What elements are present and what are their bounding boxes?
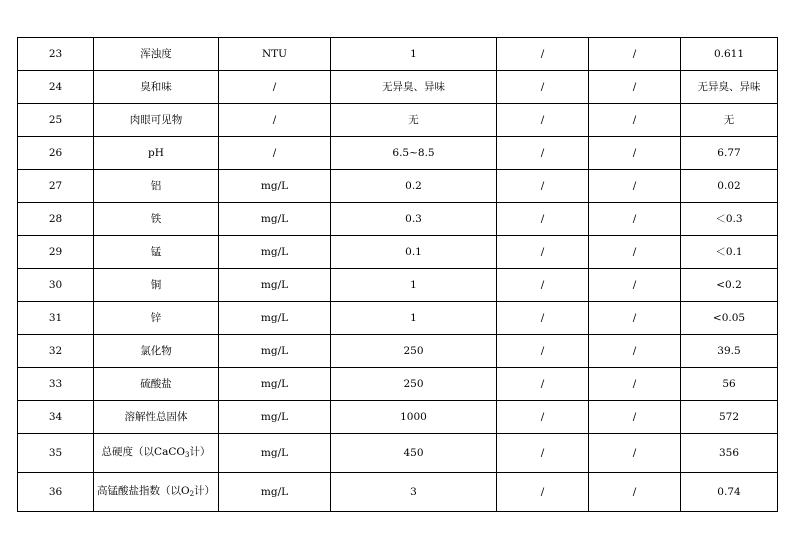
column-5-cell: / [497,269,589,302]
item-name: 氯化物 [94,335,219,368]
table-row [18,104,778,137]
result-cell: 无异臭、异味 [681,71,778,104]
unit-cell: mg/L [219,203,331,236]
row-number: 27 [18,170,94,203]
column-5-cell: / [497,368,589,401]
item-name: 肉眼可见物 [94,104,219,137]
item-name [94,473,219,512]
row-number: 23 [18,38,94,71]
result-cell: <0.2 [681,269,778,302]
table-row [18,137,778,170]
column-5-cell: / [497,335,589,368]
row-number: 34 [18,401,94,434]
row-number: 29 [18,236,94,269]
table-row [18,434,778,473]
item-name-text-end: 计） [189,445,211,458]
row-number: 32 [18,335,94,368]
column-5-cell: / [497,302,589,335]
limit-cell: 1 [331,38,497,71]
item-name: pH [94,137,219,170]
column-6-cell: / [589,203,681,236]
column-5-cell: / [497,38,589,71]
item-name: 浑浊度 [94,38,219,71]
result-cell: 56 [681,368,778,401]
item-name-text-end: 计） [194,484,216,497]
unit-cell: NTU [219,38,331,71]
column-5-cell: / [497,434,589,473]
row-number: 26 [18,137,94,170]
unit-cell: mg/L [219,434,331,473]
unit-cell: / [219,104,331,137]
item-name: 臭和味 [94,71,219,104]
unit-cell: mg/L [219,236,331,269]
limit-cell: 1 [331,302,497,335]
item-name [94,434,219,473]
unit-cell: mg/L [219,368,331,401]
limit-cell: 1 [331,269,497,302]
row-number: 31 [18,302,94,335]
result-cell: <0.05 [681,302,778,335]
table-row [18,71,778,104]
table-row [18,203,778,236]
limit-cell: 250 [331,335,497,368]
column-5-cell: / [497,170,589,203]
item-name: 铝 [94,170,219,203]
column-6-cell: / [589,335,681,368]
column-5-cell: / [497,104,589,137]
column-6-cell: / [589,236,681,269]
unit-cell: mg/L [219,473,331,512]
column-6-cell: / [589,38,681,71]
limit-cell: 250 [331,368,497,401]
row-number: 36 [18,473,94,512]
limit-cell: 6.5~8.5 [331,137,497,170]
unit-cell: / [219,137,331,170]
column-6-cell: / [589,434,681,473]
column-5-cell: / [497,203,589,236]
result-cell: ＜0.3 [681,203,778,236]
table-row [18,335,778,368]
item-name-subscript: 3 [184,450,190,459]
row-number: 28 [18,203,94,236]
unit-cell: / [219,71,331,104]
column-6-cell: / [589,71,681,104]
column-6-cell: / [589,137,681,170]
limit-cell: 无 [331,104,497,137]
table-row [18,368,778,401]
table-row [18,170,778,203]
column-5-cell: / [497,236,589,269]
table-row [18,236,778,269]
table-row [18,401,778,434]
table-row [18,269,778,302]
column-6-cell: / [589,104,681,137]
table-row [18,473,778,512]
item-name: 锰 [94,236,219,269]
result-cell: 39.5 [681,335,778,368]
table-row [18,302,778,335]
result-cell: 无 [681,104,778,137]
row-number: 24 [18,71,94,104]
item-name: 硫酸盐 [94,368,219,401]
result-cell: 356 [681,434,778,473]
column-6-cell: / [589,368,681,401]
table-row [18,38,778,71]
result-cell: 0.74 [681,473,778,512]
unit-cell: mg/L [219,170,331,203]
limit-cell: 0.3 [331,203,497,236]
unit-cell: mg/L [219,401,331,434]
item-name-subscript: 2 [189,489,195,498]
row-number: 33 [18,368,94,401]
column-5-cell: / [497,137,589,170]
row-number: 25 [18,104,94,137]
unit-cell: mg/L [219,269,331,302]
column-6-cell: / [589,473,681,512]
column-6-cell: / [589,401,681,434]
column-5-cell: / [497,401,589,434]
item-name: 锌 [94,302,219,335]
item-name-text: 高锰酸盐指数（以O [96,484,190,497]
column-6-cell: / [589,302,681,335]
item-name: 溶解性总固体 [94,401,219,434]
item-name: 铁 [94,203,219,236]
result-cell: 0.611 [681,38,778,71]
limit-cell: 0.2 [331,170,497,203]
column-5-cell: / [497,473,589,512]
row-number: 35 [18,434,94,473]
result-cell: ＜0.1 [681,236,778,269]
unit-cell: mg/L [219,335,331,368]
limit-cell: 1000 [331,401,497,434]
item-name-text: 总硬度（以CaCO [101,445,185,458]
result-cell: 572 [681,401,778,434]
column-5-cell: / [497,71,589,104]
limit-cell: 0.1 [331,236,497,269]
result-cell: 0.02 [681,170,778,203]
item-name: 铜 [94,269,219,302]
row-number: 30 [18,269,94,302]
limit-cell: 3 [331,473,497,512]
limit-cell: 450 [331,434,497,473]
unit-cell: mg/L [219,302,331,335]
limit-cell: 无异臭、异味 [331,71,497,104]
result-cell: 6.77 [681,137,778,170]
water-quality-table [17,37,778,512]
column-6-cell: / [589,269,681,302]
column-6-cell: / [589,170,681,203]
